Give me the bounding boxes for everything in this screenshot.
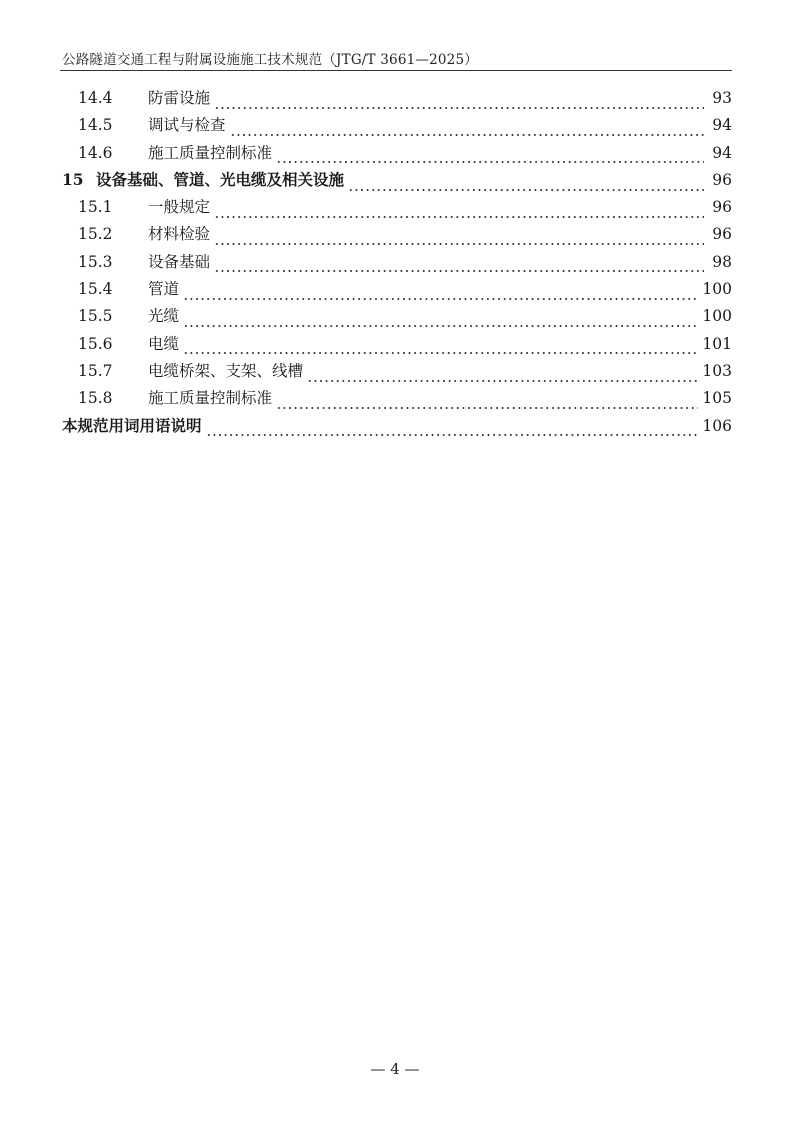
toc-entry-title: 一般规定 <box>148 198 211 217</box>
toc-entry[interactable] <box>62 277 732 304</box>
toc-entry-page: 96 <box>712 170 732 189</box>
toc-entry-page: 94 <box>712 143 732 162</box>
toc-entry[interactable] <box>62 141 732 168</box>
toc-entry-title: 电缆桥架、支架、线槽 <box>148 361 304 380</box>
toc-entry-number: 14.4 <box>78 89 113 107</box>
toc-entry-page: 101 <box>702 334 732 353</box>
dot-leader <box>276 394 698 410</box>
toc-entry-page: 94 <box>712 116 732 135</box>
toc-entry-number: 15 <box>62 169 84 189</box>
toc-entry[interactable] <box>62 414 732 441</box>
dot-leader <box>348 176 704 192</box>
toc-entry-number: 15.5 <box>78 307 113 326</box>
dot-leader <box>214 257 704 273</box>
toc-entry-page: 106 <box>702 416 732 435</box>
toc-entry-title: 施工质量控制标准 <box>148 389 273 408</box>
toc-entry-number: 15.3 <box>78 252 113 271</box>
dot-leader <box>307 367 698 383</box>
toc-entry-title: 调试与检查 <box>148 116 226 135</box>
dot-leader <box>183 312 698 328</box>
toc-entry[interactable] <box>62 304 732 331</box>
toc-entry[interactable] <box>62 332 732 359</box>
dot-leader <box>214 94 704 110</box>
dot-leader <box>214 230 704 246</box>
toc-entry-number: 15.1 <box>78 198 113 217</box>
dot-leader <box>276 148 704 164</box>
toc-entry-page: 96 <box>712 225 732 244</box>
toc-entry-page: 98 <box>712 252 732 271</box>
running-header: 公路隧道交通工程与附属设施施工技术规范（JTG/T 3661—2025） <box>62 52 478 68</box>
toc-entry-title: 材料检验 <box>148 225 211 244</box>
header-divider <box>60 70 732 71</box>
toc-entry-title: 电缆 <box>148 334 180 353</box>
toc-entry[interactable] <box>62 250 732 277</box>
toc-entry-title: 施工质量控制标准 <box>148 143 273 162</box>
toc-entry-title: 防雷设施 <box>148 89 211 107</box>
toc-entry-page: 96 <box>712 198 732 217</box>
toc-entry-page: 100 <box>702 280 732 299</box>
toc-entry[interactable] <box>62 195 732 222</box>
toc-entry-number: 14.5 <box>78 116 113 135</box>
toc-entry[interactable] <box>62 359 732 386</box>
dot-leader <box>206 421 699 437</box>
dot-leader <box>183 285 698 301</box>
toc-entry[interactable] <box>62 386 732 413</box>
toc-entry-page: 100 <box>702 307 732 326</box>
page-number: — 4 — <box>370 1060 420 1078</box>
toc-entry-number: 14.6 <box>78 143 113 162</box>
toc-entry[interactable] <box>62 222 732 249</box>
toc-entry-title: 管道 <box>148 280 180 299</box>
toc-entry-number: 15.8 <box>78 389 113 408</box>
toc-entry-title: 设备基础、管道、光电缆及相关设施 <box>96 169 345 189</box>
toc-entry-number: 15.4 <box>78 280 113 299</box>
toc-entry-title: 本规范用词用语说明 <box>62 415 202 435</box>
toc-entry[interactable] <box>62 86 732 113</box>
toc-entry-number: 15.2 <box>78 225 113 244</box>
toc-entry-page: 105 <box>702 389 732 408</box>
table-of-contents <box>62 86 732 441</box>
toc-entry[interactable] <box>62 113 732 140</box>
toc-entry-page: 103 <box>702 361 732 380</box>
toc-entry-title: 设备基础 <box>148 252 211 271</box>
toc-entry-number: 15.7 <box>78 361 113 380</box>
toc-entry-title: 光缆 <box>148 307 180 326</box>
toc-entry-number: 15.6 <box>78 334 113 353</box>
toc-entry-page: 93 <box>712 89 732 107</box>
dot-leader <box>183 339 698 355</box>
dot-leader <box>214 203 704 219</box>
dot-leader <box>230 121 704 137</box>
toc-entry[interactable] <box>62 168 732 195</box>
